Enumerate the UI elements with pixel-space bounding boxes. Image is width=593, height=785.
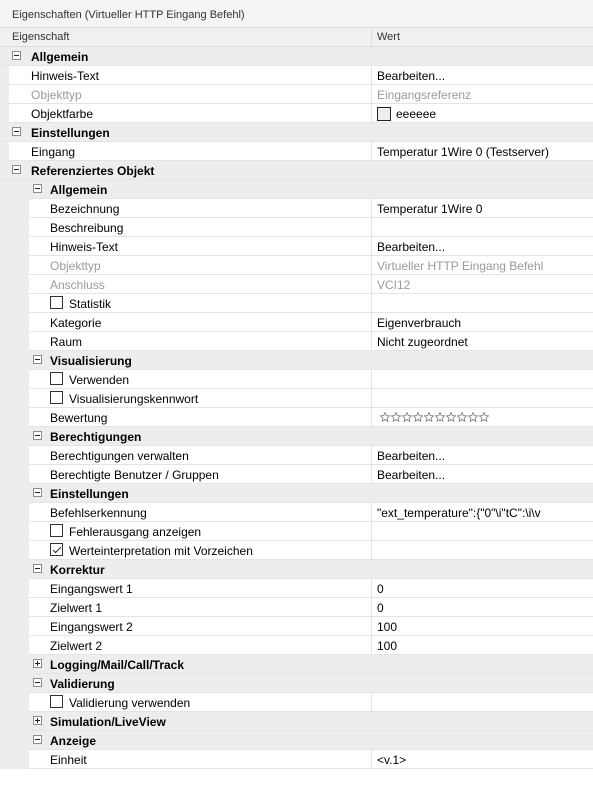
property-row-objektfarbe[interactable] (0, 104, 593, 123)
property-row-eingangswert-1[interactable] (0, 579, 593, 598)
collapse-icon[interactable] (33, 564, 42, 573)
category-row-visualisierung[interactable] (0, 351, 593, 370)
property-row-validierung-verwenden[interactable] (0, 693, 593, 712)
collapse-icon[interactable] (33, 431, 42, 440)
property-value[interactable] (371, 389, 593, 408)
star-icon[interactable] (479, 412, 489, 422)
property-value[interactable]: 100 (371, 636, 593, 655)
property-value[interactable]: Eigenverbrauch (371, 313, 593, 332)
property-value[interactable]: Bearbeiten... (371, 446, 593, 465)
category-label: Einstellungen (31, 126, 110, 140)
checkbox-werteinterpretation-mit-vorzeichen[interactable] (50, 543, 63, 556)
property-value[interactable]: Temperatur 1Wire 0 (Testserver) (371, 142, 593, 161)
property-row-anschluss[interactable] (0, 275, 593, 294)
row-gutter (0, 636, 29, 655)
collapse-icon[interactable] (33, 678, 42, 687)
property-row-berechtigte-benutzer-gruppen[interactable] (0, 465, 593, 484)
property-row-objekttyp[interactable] (0, 256, 593, 275)
category-label: Allgemein (50, 183, 108, 197)
checkbox-validierung-verwenden[interactable] (50, 695, 63, 708)
category-band (0, 47, 593, 65)
column-header-value[interactable]: Wert (377, 31, 401, 43)
property-value: VCI12 (371, 275, 593, 294)
row-gutter (0, 237, 29, 256)
property-value[interactable] (371, 693, 593, 712)
checkbox-statistik[interactable] (50, 296, 63, 309)
row-gutter (0, 731, 29, 750)
collapse-icon[interactable] (33, 735, 42, 744)
property-label: Berechtigungen verwalten (50, 449, 189, 463)
row-gutter (0, 579, 29, 598)
property-value[interactable] (371, 370, 593, 389)
property-value[interactable]: Bearbeiten... (371, 237, 593, 256)
category-row-simulation-liveview[interactable] (0, 712, 593, 731)
property-label: Eingang (31, 145, 76, 159)
property-label: Befehlserkennung (50, 506, 147, 520)
color-value-text: eeeeee (396, 107, 437, 121)
property-value[interactable] (371, 294, 593, 313)
category-row-logging-mail-call-track[interactable] (0, 655, 593, 674)
category-band (29, 560, 593, 578)
collapse-icon[interactable] (33, 355, 42, 364)
row-gutter (0, 256, 29, 275)
row-gutter (0, 598, 29, 617)
property-value[interactable]: 0 (371, 598, 593, 617)
property-value[interactable] (371, 104, 593, 123)
color-swatch[interactable] (377, 107, 391, 121)
category-label: Korrektur (50, 563, 105, 577)
window-title: Eigenschaften (Virtueller HTTP Eingang Befehl) (0, 0, 593, 28)
property-value[interactable]: Bearbeiten... (371, 465, 593, 484)
row-gutter (0, 484, 29, 503)
property-value[interactable] (371, 541, 593, 560)
property-label: Zielwert 1 (50, 601, 103, 615)
category-row-berechtigungen[interactable] (0, 427, 593, 446)
property-value[interactable]: 0 (371, 579, 593, 598)
property-label: Eingangswert 1 (50, 582, 133, 596)
category-label: Einstellungen (50, 487, 129, 501)
collapse-icon[interactable] (33, 488, 42, 497)
property-row-berechtigungen-verwalten[interactable] (0, 446, 593, 465)
property-row-beschreibung[interactable] (0, 218, 593, 237)
property-row-bewertung[interactable] (0, 408, 593, 427)
row-gutter (0, 446, 29, 465)
row-gutter (0, 85, 9, 104)
category-band (29, 180, 593, 198)
property-value[interactable]: <v.1> (371, 750, 593, 769)
row-gutter (0, 750, 29, 769)
row-gutter (0, 294, 29, 313)
property-label: Beschreibung (50, 221, 124, 235)
collapse-icon[interactable] (12, 51, 21, 60)
property-label: Verwenden (69, 373, 130, 387)
property-row-kategorie[interactable] (0, 313, 593, 332)
category-label: Anzeige (50, 734, 97, 748)
category-band (29, 731, 593, 749)
collapse-icon[interactable] (12, 127, 21, 136)
row-gutter (0, 66, 9, 85)
row-gutter (0, 332, 29, 351)
star-icon[interactable] (468, 412, 478, 422)
property-row-verwenden[interactable] (0, 370, 593, 389)
category-row-referenziertes-objekt[interactable] (0, 161, 593, 180)
property-label: Objekttyp (50, 259, 101, 273)
star-icon[interactable] (424, 412, 434, 422)
row-gutter (0, 313, 29, 332)
property-label: Einheit (50, 753, 87, 767)
property-value[interactable]: Nicht zugeordnet (371, 332, 593, 351)
category-label: Logging/Mail/Call/Track (50, 658, 185, 672)
row-gutter (0, 465, 29, 484)
checkbox-verwenden[interactable] (50, 372, 63, 385)
property-label: Hinweis-Text (50, 240, 119, 254)
row-gutter (0, 655, 29, 674)
property-row-objekttyp[interactable] (0, 85, 593, 104)
star-icon[interactable] (413, 412, 423, 422)
property-value[interactable]: 100 (371, 617, 593, 636)
row-gutter (0, 104, 9, 123)
category-row-anzeige[interactable] (0, 731, 593, 750)
property-row-statistik[interactable] (0, 294, 593, 313)
property-label: Berechtigte Benutzer / Gruppen (50, 468, 219, 482)
row-gutter (0, 617, 29, 636)
property-row-zielwert-2[interactable] (0, 636, 593, 655)
category-row-einstellungen[interactable] (0, 123, 593, 142)
star-icon[interactable] (402, 412, 412, 422)
property-label: Hinweis-Text (31, 69, 100, 83)
rating-stars[interactable] (380, 411, 490, 425)
property-label: Validierung verwenden (69, 696, 191, 710)
property-label: Eingangswert 2 (50, 620, 133, 634)
property-row-zielwert-1[interactable] (0, 598, 593, 617)
row-gutter (0, 503, 29, 522)
row-gutter (0, 218, 29, 237)
row-gutter (0, 674, 29, 693)
category-label: Berechtigungen (50, 430, 142, 444)
property-value[interactable]: "ext_temperature":{"0"\i"tC":\i\v (371, 503, 593, 522)
property-row-visualisierungskennwort[interactable] (0, 389, 593, 408)
property-label: Statistik (69, 297, 112, 311)
category-label: Visualisierung (50, 354, 132, 368)
row-gutter (0, 275, 29, 294)
property-label: Raum (50, 335, 83, 349)
row-gutter (0, 351, 29, 370)
property-label: Kategorie (50, 316, 102, 330)
property-value[interactable] (371, 408, 593, 427)
row-gutter (0, 712, 29, 731)
collapse-icon[interactable] (33, 184, 42, 193)
property-value[interactable]: Bearbeiten... (371, 66, 593, 85)
row-gutter (0, 541, 29, 560)
star-icon[interactable] (391, 412, 401, 422)
star-icon[interactable] (435, 412, 445, 422)
property-grid (0, 47, 593, 785)
row-gutter (0, 693, 29, 712)
property-value: Virtueller HTTP Eingang Befehl (371, 256, 593, 275)
row-gutter (0, 522, 29, 541)
property-row-eingangswert-2[interactable] (0, 617, 593, 636)
property-label: Objektfarbe (31, 107, 94, 121)
column-divider[interactable] (371, 28, 372, 47)
property-label: Anschluss (50, 278, 105, 292)
star-icon[interactable] (446, 412, 456, 422)
property-label: Visualisierungskennwort (69, 392, 199, 406)
row-gutter (0, 408, 29, 427)
property-label: Objekttyp (31, 88, 82, 102)
checkbox-visualisierungskennwort[interactable] (50, 391, 63, 404)
category-row-korrektur[interactable] (0, 560, 593, 579)
collapse-icon[interactable] (12, 165, 21, 174)
property-row-fehlerausgang-anzeigen[interactable] (0, 522, 593, 541)
row-gutter (0, 142, 9, 161)
property-value[interactable] (371, 522, 593, 541)
property-row-hinweis-text[interactable] (0, 66, 593, 85)
row-gutter (0, 427, 29, 446)
expand-icon[interactable] (33, 716, 42, 725)
checkbox-fehlerausgang-anzeigen[interactable] (50, 524, 63, 537)
property-label: Bewertung (50, 411, 108, 425)
property-label: Bezeichnung (50, 202, 120, 216)
category-label: Simulation/LiveView (50, 715, 166, 729)
column-header (0, 28, 593, 47)
category-label: Referenziertes Objekt (31, 164, 155, 178)
category-row-einstellungen[interactable] (0, 484, 593, 503)
star-icon[interactable] (380, 412, 390, 422)
property-label: Fehlerausgang anzeigen (69, 525, 202, 539)
property-row-bezeichnung[interactable] (0, 199, 593, 218)
property-row-raum[interactable] (0, 332, 593, 351)
row-gutter (0, 560, 29, 579)
category-row-allgemein[interactable] (0, 180, 593, 199)
column-header-property[interactable]: Eigenschaft (12, 31, 70, 43)
property-row-einheit[interactable] (0, 750, 593, 769)
property-value: Eingangsreferenz (371, 85, 593, 104)
expand-icon[interactable] (33, 659, 42, 668)
category-row-allgemein[interactable] (0, 47, 593, 66)
category-label: Validierung (50, 677, 115, 691)
property-row-eingang[interactable] (0, 142, 593, 161)
row-gutter (0, 199, 29, 218)
category-label: Allgemein (31, 50, 89, 64)
property-value[interactable]: Temperatur 1Wire 0 (371, 199, 593, 218)
property-row-hinweis-text[interactable] (0, 237, 593, 256)
row-gutter (0, 389, 29, 408)
property-row-befehlserkennung[interactable] (0, 503, 593, 522)
star-icon[interactable] (457, 412, 467, 422)
row-gutter (0, 370, 29, 389)
property-label: Werteinterpretation mit Vorzeichen (69, 544, 253, 558)
property-value[interactable] (371, 218, 593, 237)
property-row-werteinterpretation-mit-vorzeichen[interactable] (0, 541, 593, 560)
property-label: Zielwert 2 (50, 639, 103, 653)
row-gutter (0, 180, 29, 199)
category-row-validierung[interactable] (0, 674, 593, 693)
